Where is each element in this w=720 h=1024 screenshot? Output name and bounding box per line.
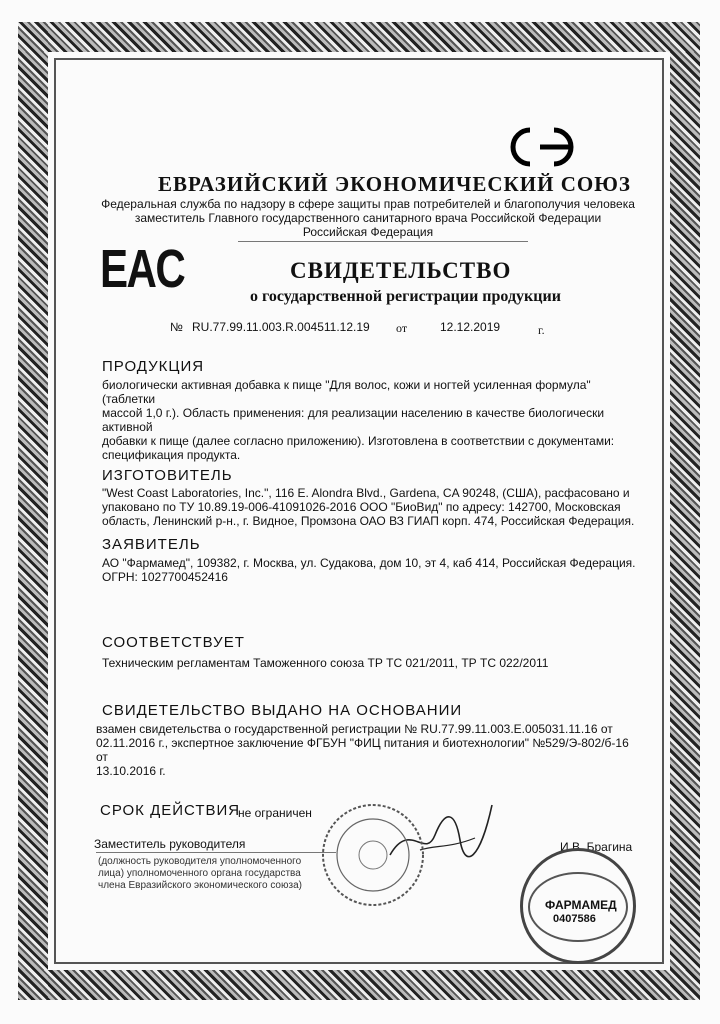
signatory-role: Заместитель руководителя — [94, 837, 246, 851]
manufacturer-heading: ИЗГОТОВИТЕЛЬ — [102, 467, 233, 484]
product-heading: ПРОДУКЦИЯ — [102, 358, 205, 375]
stamp-code: 0407586 — [553, 913, 596, 925]
manufacturer-text: "West Coast Laboratories, Inc.", 116 E. Alondra Blvd., Gardena, CA 90248, (США), расфасовано и упаковано по ТУ 10.89.19-006-41091026-2016 ООО "БиоВид" по адресу: 142700, Московская область, Ленинский р-н., г. Видное, Промзона ОАО ВЗ ГИАП корп. 474, Российская Федерация. — [102, 486, 635, 528]
header-line-2: заместитель Главного государственного санитарного врача Российской Федерации — [134, 211, 602, 225]
ce-logo — [508, 124, 576, 170]
header-line-3: Российская Федерация — [302, 225, 434, 239]
validity-heading: СРОК ДЕЙСТВИЯ — [100, 802, 241, 819]
conforms-heading: СООТВЕТСТВУЕТ — [102, 634, 245, 651]
certificate-title: СВИДЕТЕЛЬСТВО — [290, 258, 512, 283]
conforms-text: Техническим регламентам Таможенного союза ТР ТС 021/2011, ТР ТС 022/2011 — [102, 656, 549, 670]
stamp-text: ФАРМАМЕД — [545, 898, 617, 912]
union-title: ЕВРАЗИЙСКИЙ ЭКОНОМИЧЕСКИЙ СОЮЗ — [158, 172, 631, 196]
header-divider — [238, 241, 528, 242]
validity-value: не ограничен — [238, 806, 312, 820]
date-label: от — [396, 321, 408, 335]
product-text: биологически активная добавка к пище "Для волос, кожи и ногтей усиленная формула" (таблетки массой 1,0 г.). Область применения: для реализации населению в качестве биологически активной добавки к пище (далее согласно приложению). Изготовлена в соответствии с документами: спецификация продукта. — [102, 378, 615, 462]
certificate-number: RU.77.99.11.003.R.004511.12.19 — [192, 320, 370, 334]
basis-heading: СВИДЕТЕЛЬСТВО ВЫДАНО НА ОСНОВАНИИ — [102, 702, 463, 719]
official-seal — [318, 800, 428, 910]
eac-logo: EAC — [100, 239, 185, 299]
applicant-heading: ЗАЯВИТЕЛЬ — [102, 536, 201, 553]
header-line-1: Федеральная служба по надзору в сфере защиты прав потребителей и благополучия человека — [101, 197, 635, 211]
signatory-note: (должность руководителя уполномоченного лица) уполномоченного органа государства члена Евразийского экономического союза) — [98, 856, 302, 891]
certificate-date: 12.12.2019 — [440, 320, 501, 334]
basis-text: взамен свидетельства о государственной регистрации № RU.77.99.11.003.E.005031.11.16 от 02.11.2016 г., экспертное заключение ФГБУН "ФИЦ питания и биотехнологии" №529/Э-802/б-16 от 13.10.2016 г. — [96, 722, 629, 778]
signatory-name: И.В. Брагина — [560, 840, 633, 854]
date-suffix: г. — [538, 323, 545, 337]
number-label: № — [170, 320, 183, 334]
certificate-subtitle: о государственной регистрации продукции — [250, 288, 561, 305]
signature-line — [96, 852, 336, 853]
applicant-text: АО "Фармамед", 109382, г. Москва, ул. Судакова, дом 10, эт 4, каб 414, Российская Федерация. ОГРН: 1027700452416 — [102, 556, 636, 584]
